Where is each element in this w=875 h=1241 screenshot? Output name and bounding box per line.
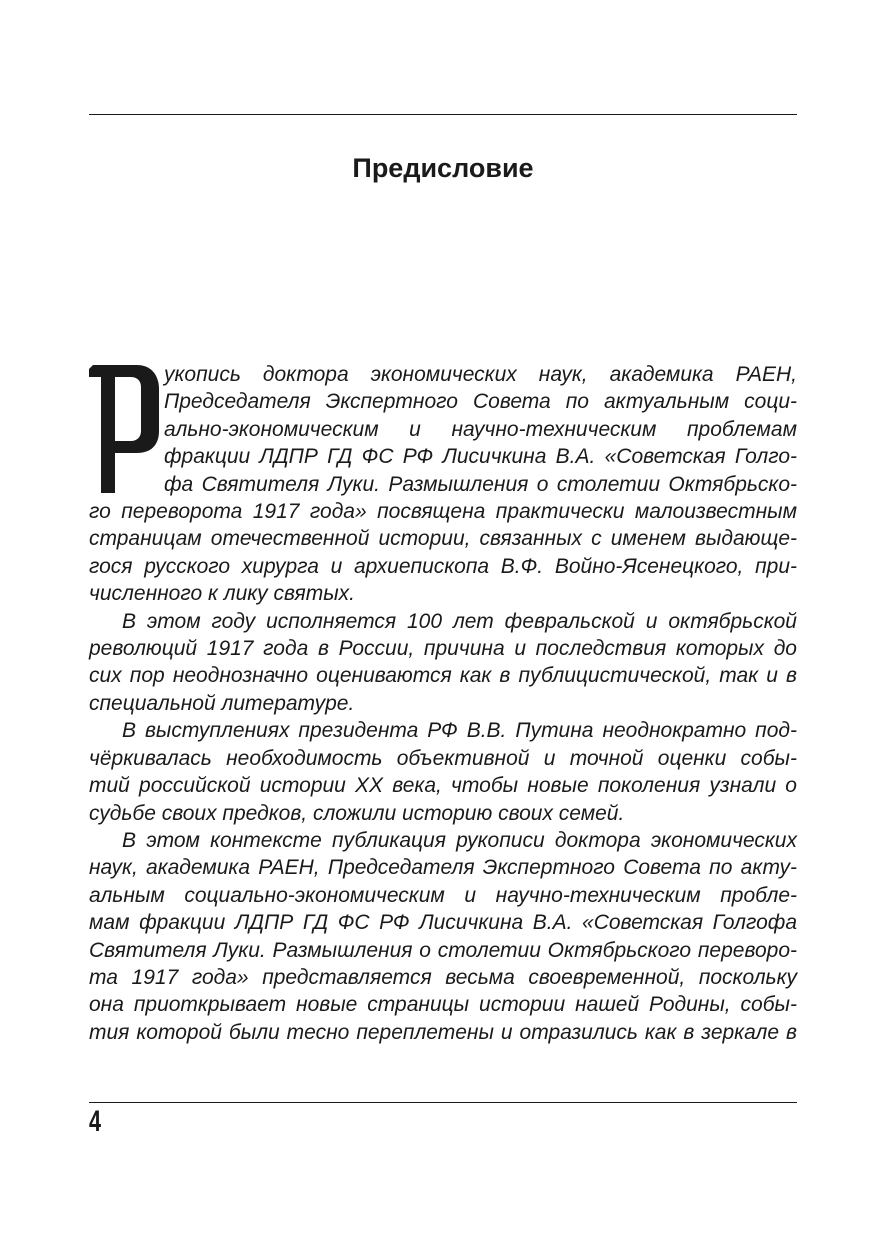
text-line: чёркивалась необходимость объективной и точной оценки собы- — [89, 746, 797, 770]
text-line: гося русского хирурга и архиепископа В.Ф. Войно-Ясенецкого, при- — [89, 554, 797, 578]
page-title: Предисловие — [352, 153, 534, 183]
text-line: укопись доктора экономических наук, академика РАЕН, — [164, 363, 797, 386]
text-line: судьбе своих предков, сложили историю своих семей. — [89, 801, 625, 825]
body-text — [89, 361, 797, 1046]
text-line: Святителя Луки. Размышления о столетии Октябрьского переворо- — [89, 938, 797, 962]
text-line: го переворота 1917 года» посвящена практически малоизвестным — [89, 500, 797, 524]
text-line: альным социально-экономическим и научно-техническим пробле- — [89, 883, 797, 907]
text-line: та 1917 года» представляется весьма своевременной, поскольку — [89, 965, 797, 989]
text-line: фа Святителя Луки. Размышления о столетии Октябрьско- — [164, 472, 797, 496]
text-line: страницам отечественной истории, связанных с именем выдающе- — [89, 527, 797, 551]
text-line: численного к лику святых. — [89, 582, 356, 606]
text-line: В этом году исполняется 100 лет февральской и октябрьской — [122, 609, 797, 633]
text-line: тия которой были тесно переплетены и отразились как в зеркале в — [89, 1020, 797, 1044]
text-line: наук, академика РАЕН, Председателя Экспертного Совета по акту- — [89, 856, 797, 880]
text-line: фракции ЛДПР ГД ФС РФ Лисичкина В.А. «Советская Голго- — [164, 445, 797, 469]
bottom-rule — [89, 1102, 797, 1103]
text-line: она приоткрывает новые страницы истории нашей Родины, собы- — [89, 993, 797, 1017]
text-line: специальной литературе. — [89, 691, 355, 715]
text-line: В этом контексте публикация рукописи доктора экономических — [122, 828, 797, 852]
top-rule — [89, 114, 797, 115]
text-line: революций 1917 года в России, причина и последствия которых до — [89, 637, 797, 661]
text-line: сих пор неоднозначно оцениваются как в публицистической, так и в — [89, 664, 797, 688]
text-line: тий российской истории XX века, чтобы новые поколения узнали о — [89, 774, 797, 798]
text-line: Председателя Экспертного Совета по актуальным соци- — [164, 390, 797, 414]
text-line: В выступлениях президента РФ В.В. Путина неоднократно под- — [122, 719, 797, 743]
text-line: ально-экономическим и научно-техническим проблемам — [164, 417, 797, 441]
text-line: мам фракции ЛДПР ГД ФС РФ Лисичкина В.А. «Советская Голгофа — [89, 911, 797, 935]
page-number: 4 — [89, 1105, 102, 1138]
